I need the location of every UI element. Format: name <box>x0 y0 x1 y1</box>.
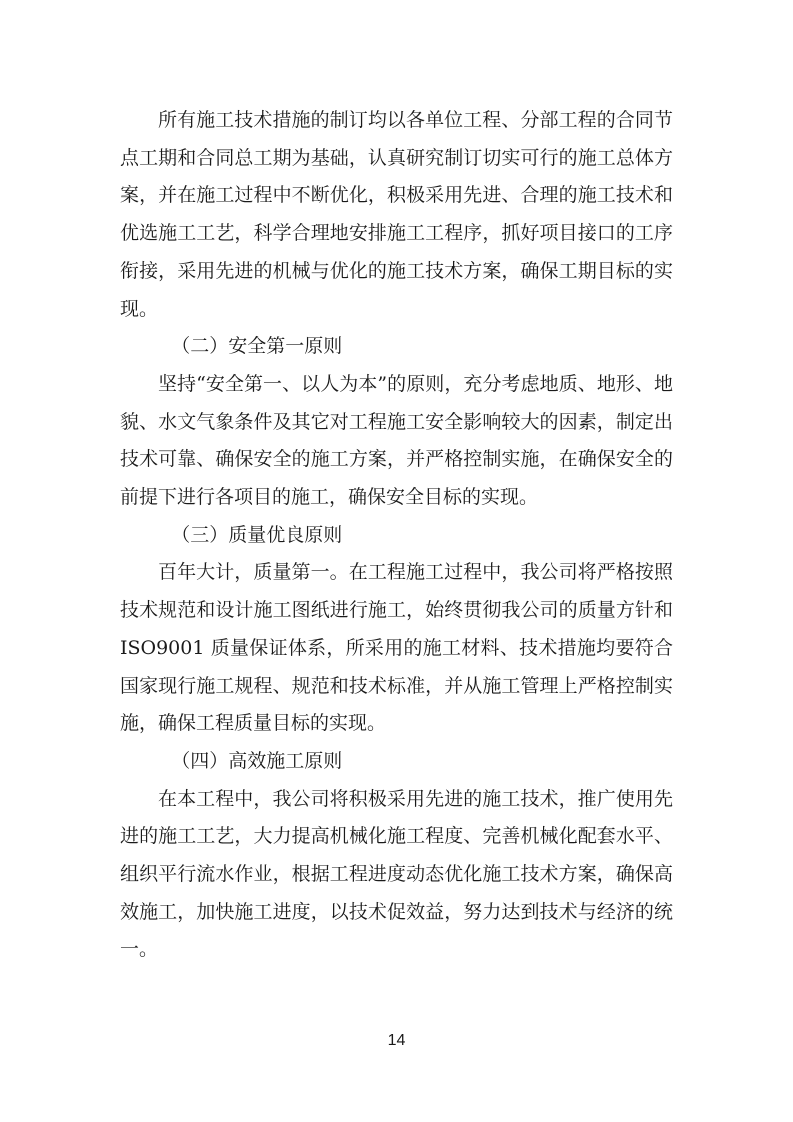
paragraph-schedule-principle: 所有施工技术措施的制订均以各单位工程、分部工程的合同节点工期和合同总工期为基础，认真研究制订切实可行的施工总体方案，并在施工过程中不断优化，积极采用先进、合理的施工技术和优选施工工艺，科学合理地安排施工工程序，抓好项目接口的工序衔接，采用先进的机械与优化的施工技术方案，确保工期目标的实现。 <box>120 109 673 320</box>
section-heading-quality: （三）质量优良原则 <box>171 523 343 546</box>
paragraph-quality-principle: 百年大计，质量第一。在工程施工过程中，我公司将严格按照技术规范和设计施工图纸进行施工，始终贯彻我公司的质量方针和 ISO9001 质量保证体系，所采用的施工材料、技术措施均要符合国家现行施工规程、规范和技术标准，并从施工管理上严格控制实施，确保工程质量目标的实现。 <box>120 561 673 735</box>
page-number: 14 <box>387 1032 406 1049</box>
paragraph-efficiency-principle: 在本工程中，我公司将积极采用先进的施工技术，推广使用先进的施工工艺，大力提高机械化施工程度、完善机械化配套水平、组织平行流水作业，根据工程进度动态优化施工技术方案，确保高效施工，加快施工进度，以技术促效益，努力达到技术与经济的统一。 <box>120 787 673 961</box>
section-heading-efficiency: （四）高效施工原则 <box>171 749 343 772</box>
section-heading-safety: （二）安全第一原则 <box>171 335 343 358</box>
paragraph-safety-principle: 坚持“安全第一、以人为本”的原则，充分考虑地质、地形、地貌、水文气象条件及其它对工程施工安全影响较大的因素，制定出技术可靠、确保安全的施工方案，并严格控制实施，在确保安全的前提下进行各项目的施工，确保安全目标的实现。 <box>120 372 673 509</box>
document-body <box>120 102 673 969</box>
